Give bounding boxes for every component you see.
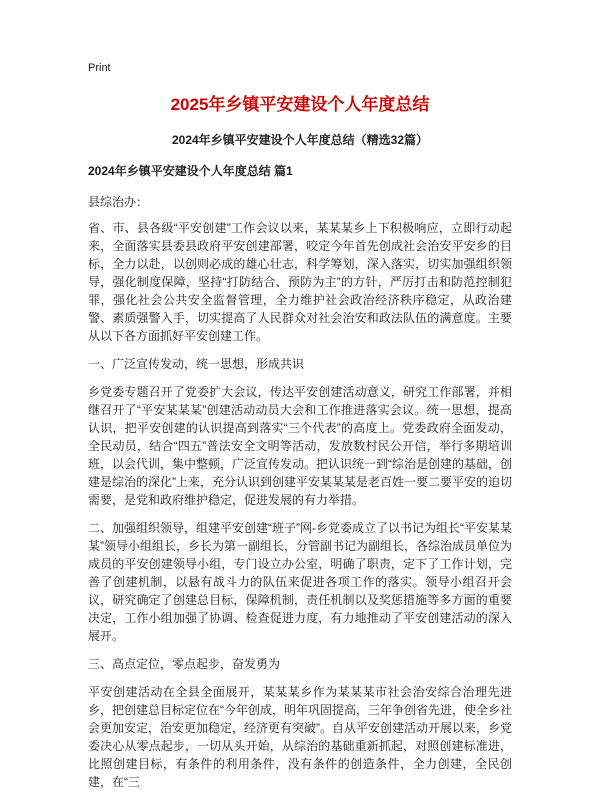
paragraph: 二、加强组织领导，组建平安创建“班子”网-乡党委成立了以书记为组长“平安某某某”领导小组组长，乡长为第一副组长，分管副书记为副组长，各综治成员单位为成员的平安创建领导小组，专门设立办公室，明确了职责，定下了工作计划，完善了创建机制，以悬有战斗力的队伍来促进各项工作的落实。领导小组召开会议，研究确定了创建总目标，保障机制，责任机制以及奖惩措施等多方面的重要决定，工作小组加强了协调、检查促进力度，有力地推动了平安创建活动的深入展开。 <box>88 520 512 643</box>
salutation: 县综治办： <box>88 194 149 209</box>
document-title: 2025年乡镇平安建设个人年度总结 <box>170 95 430 114</box>
paragraph: 省、市、县各级“平安创建”工作会议以来，某某某乡上下积极响应，立即行动起来，全面落实县委县政府平安创建部署，咬定今年首先创成社会治安平安乡的目标，全力以赴，以创则必成的雄心壮志，科学筹划，深入落实，切实加强组织领导，强化制度保障，坚持“打防结合、预防为主”的方针，严厉打击和防范控制犯罪，强化社会公共安全监督管理，全力维护社会政治经济秩序稳定，从政治建警、素质强警入手，切实提高了人民群众对社会治安和政法队伍的满意度。主要从以下各方面抓好平安创建工作。 <box>88 220 512 343</box>
section-subheading: 三、高点定位，零点起步，奋发勇为 <box>88 656 281 671</box>
paragraph: 乡党委专题召开了党委扩大会议，传达平安创建活动意义，研究工作部署，并相继召开了“平安某某某”创建活动动员大会和工作推进落实会议。统一思想，提高认识，把平安创建的认识提高到落实“三个代表”的高度上。党委政府全面发动，全民动员，结合“四五”普法安全文明等活动，发放数村民公开信，举行多期培训班，以会代训，集中整顿，广泛宣传发动。把认识统一到“综治是创建的基础，创建是综治的深化”上来，充分认识到创建平安某某某是老百姓一要二要平安的迫切需要，是党和政府维护稳定，促进发展的有力举措。 <box>88 384 512 507</box>
section-subheading: 一、广泛宣传发动，统一思想，形成共识 <box>88 356 305 371</box>
paragraph: 平安创建活动在全县全面展开，某某某乡作为某某某市社会治安综合治理先进乡，把创建总目标定位在“今年创成，明年巩固提高，三年争创省先进，使全乡社会更加安定，治安更加稳定，经济更有突破”。自从平安创建活动开展以来，乡党委决心从零点起步，一切从头开始，从综治的基础重新抓起，对照创建标准进，比照创建目标，有条件的利用条件，没有条件的创造条件，全力创建，全民创建，在“三 <box>88 684 512 789</box>
document-subtitle: 2024年乡镇平安建设个人年度总结（精选32篇） <box>171 133 429 148</box>
print-link[interactable]: Print <box>88 62 111 74</box>
section-heading: 2024年乡镇平安建设个人年度总结 篇1 <box>88 163 293 178</box>
